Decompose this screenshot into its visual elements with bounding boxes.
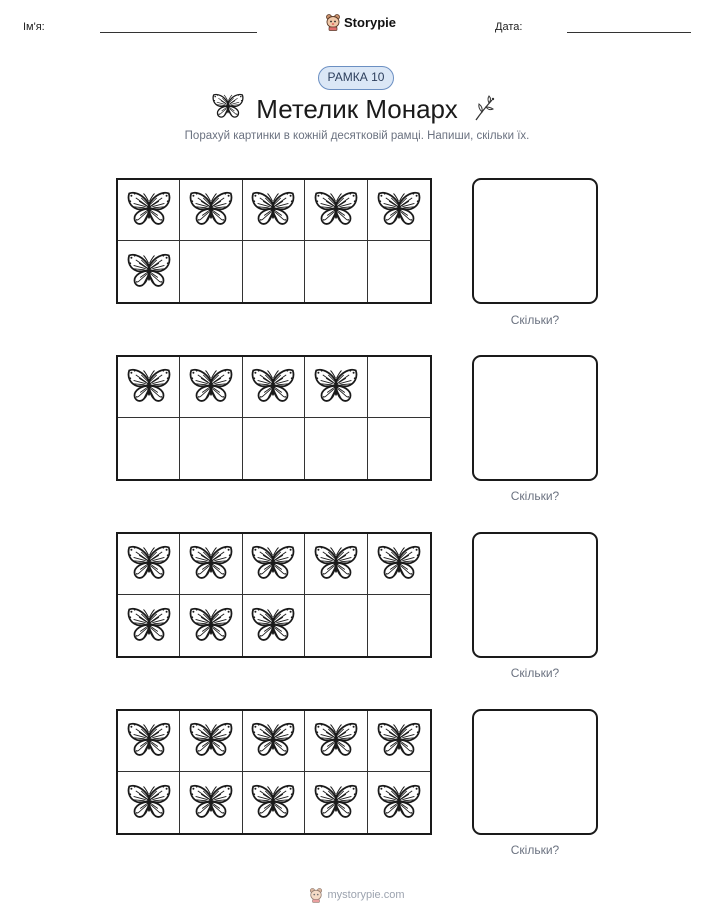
ten-frame-2: [116, 355, 432, 481]
frame-badge: РАМКА 10: [318, 66, 394, 90]
butterfly-icon: [189, 722, 233, 760]
frame-cell: [180, 772, 242, 833]
butterfly-icon: [127, 191, 171, 229]
frame-cell: [368, 711, 430, 772]
butterfly-icon: [127, 607, 171, 645]
butterfly-icon: [189, 607, 233, 645]
butterfly-icon: [251, 368, 295, 406]
butterfly-icon: [314, 545, 358, 583]
butterfly-icon: [189, 545, 233, 583]
frame-cell: [118, 180, 180, 241]
butterfly-icon: [377, 545, 421, 583]
frame-cell: [180, 180, 242, 241]
name-line[interactable]: [100, 32, 257, 33]
page-title: Метелик Монарх: [256, 94, 458, 124]
frame-cell: [118, 418, 180, 479]
butterfly-icon: [189, 368, 233, 406]
butterfly-icon: [127, 253, 171, 291]
butterfly-icon: [314, 368, 358, 406]
frame-cell: [368, 595, 430, 656]
butterfly-icon: [127, 722, 171, 760]
frame-cell: [243, 357, 305, 418]
butterfly-icon: [251, 545, 295, 583]
frame-cell: [305, 241, 367, 302]
frame-cell: [305, 772, 367, 833]
storypie-mascot-icon: [325, 13, 341, 31]
ten-frame-4: [116, 709, 432, 835]
frame-cell: [243, 711, 305, 772]
title-row: [0, 92, 714, 128]
frame-cell: [180, 534, 242, 595]
butterfly-icon: [189, 191, 233, 229]
answer-box-1[interactable]: [472, 178, 598, 304]
frame-cell: [118, 772, 180, 833]
footer-url: mystorypie.com: [327, 889, 405, 901]
answer-box-2[interactable]: [472, 355, 598, 481]
frame-cell: [180, 711, 242, 772]
frame-cell: [305, 357, 367, 418]
butterfly-icon: [127, 545, 171, 583]
frame-cell: [243, 772, 305, 833]
frame-cell: [368, 180, 430, 241]
butterfly-icon: [314, 722, 358, 760]
twig-icon: [472, 94, 498, 122]
frame-cell: [305, 418, 367, 479]
answer-box-4[interactable]: [472, 709, 598, 835]
ten-frame-3: [116, 532, 432, 658]
date-line[interactable]: [567, 32, 691, 33]
frame-cell: [180, 418, 242, 479]
butterfly-icon: [127, 368, 171, 406]
date-label: Дата:: [495, 21, 523, 33]
frame-cell: [118, 595, 180, 656]
frame-cell: [180, 595, 242, 656]
how-many-label-3: Скільки?: [510, 666, 560, 680]
answer-box-3[interactable]: [472, 532, 598, 658]
frame-cell: [243, 418, 305, 479]
instructions: Порахуй картинки в кожній десятковій рамці. Напиши, скільки їх.: [184, 130, 530, 142]
frame-cell: [305, 534, 367, 595]
frame-cell: [180, 357, 242, 418]
frame-cell: [118, 357, 180, 418]
frame-cell: [180, 241, 242, 302]
brand-name: Storypie: [344, 14, 397, 30]
frame-cell: [305, 595, 367, 656]
butterfly-icon: [314, 784, 358, 822]
butterfly-icon: [251, 607, 295, 645]
storypie-mascot-icon: [309, 887, 323, 903]
frame-cell: [243, 180, 305, 241]
butterfly-icon: [314, 191, 358, 229]
how-many-label-1: Скільки?: [510, 313, 560, 327]
brand-logo: [325, 12, 396, 32]
frame-cell: [368, 534, 430, 595]
how-many-label-4: Скільки?: [510, 843, 560, 857]
frame-cell: [243, 534, 305, 595]
butterfly-icon: [377, 191, 421, 229]
how-many-label-2: Скільки?: [510, 489, 560, 503]
butterfly-icon: [251, 722, 295, 760]
frame-cell: [368, 772, 430, 833]
frame-cell: [243, 595, 305, 656]
frame-cell: [305, 711, 367, 772]
butterfly-icon: [251, 191, 295, 229]
frame-cell: [368, 357, 430, 418]
frame-cell: [368, 241, 430, 302]
butterfly-icon: [127, 784, 171, 822]
butterfly-icon: [377, 722, 421, 760]
frame-cell: [118, 534, 180, 595]
frame-cell: [118, 241, 180, 302]
frame-cell: [243, 241, 305, 302]
footer: [0, 884, 714, 906]
butterfly-icon: [251, 784, 295, 822]
ten-frame-1: [116, 178, 432, 304]
butterfly-icon: [377, 784, 421, 822]
frame-cell: [118, 711, 180, 772]
frame-cell: [305, 180, 367, 241]
butterfly-icon: [189, 784, 233, 822]
frame-cell: [368, 418, 430, 479]
name-label: Ім'я:: [23, 21, 45, 33]
